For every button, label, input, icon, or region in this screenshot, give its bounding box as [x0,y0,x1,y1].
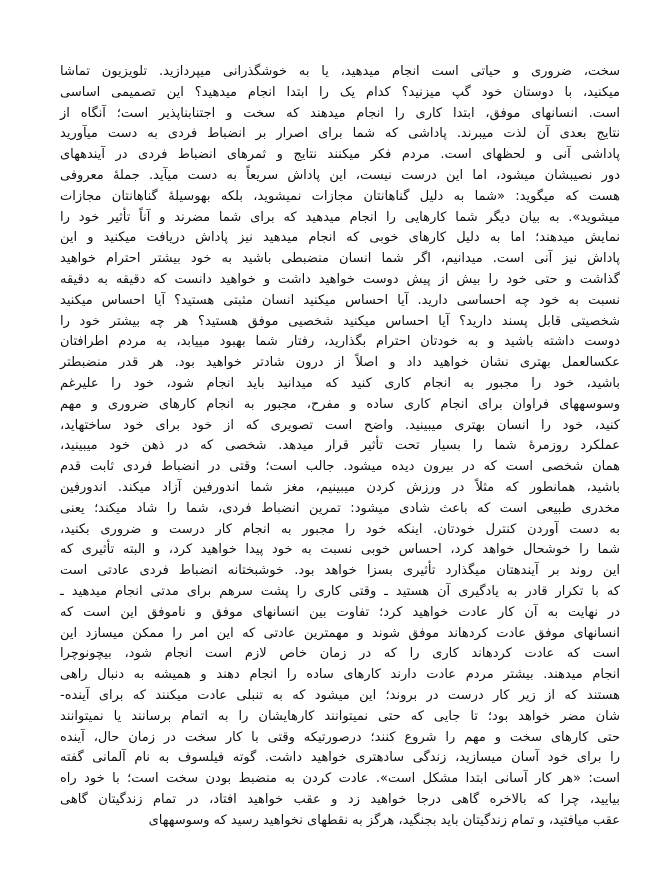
text-line: است. انسانهای موفق، ابتدا کاری را انجام میدهند که سخت و اجتنابناپذیر است؛ آنگاه از [60,105,620,121]
text-line: پاداش نیز آنی است. میدانیم، اگر شما انسان منضبطی باشید به خود بیشتر احترام خواهید [60,251,620,267]
text-line: عملکرد روزمرهٔ شما را بسیار تحت تأثیر قرار میدهد. شخصی که در ذهن خود میبینید، [60,438,620,454]
text-line: پاداشی آنی و لحظهای است. مردم فکر میکنند نتایج و ثمرهای انضباط فردی در آیندههای [60,147,620,163]
text-line: انجام میدهند. بیشتر مردم عادت دارند کارهای ساده را انجام دهند و همیشه به دنبال راهی [60,667,620,683]
text-line: است: «هر کار آسانی ابتدا مشکل است». عادت کردن به منضبط بودن سخت است؛ با خود راه [60,771,620,787]
text-line: انسانهای موفق عادت کردهاند موفق شوند و مهمترین عادتی که این امر را ممکن میسازد این [60,625,620,641]
text-line: دوست داشته باشید و به خودتان احترام بگذارید، رفتار شما بهبود مییابد، به مردم اطرافتان [60,334,620,350]
text-line: این روند بر آیندهتان میگذارد تأثیری بسزا خواهد بود. خوشبختانه انضباط فردی عادتی است [60,563,620,579]
text-line: میشوید». به بیان دیگر شما کارهایی را انجام میدهید که برای شما مضرند و آناً تأثیر خود را [60,209,620,225]
text-line: باشید، همانطور که مثلاً در ورزش کردن میبینیم، مغز شما اندورفین آزاد میکند. اندورفین [60,479,620,495]
text-line: نتایج بعدی آن لذت میبرند. پاداشی که شما برای اصرار بر انضباط فردی به دست میآورید [60,126,620,142]
text-line: به دست آوردن کنترل خودتان. اینکه خود را مجبور به انجام کار درست و ضروری بکنید، [60,521,620,537]
text-line: در نهایت به آن کار عادت خواهید کرد؛ تفاوت بین انسانهای موفق و ناموفق این است که [60,604,620,620]
text-line: نسبت به خود چه احساسی دارید. آیا احساس میکنید انسان مثبتی هستید؟ آیا احساس میکنید [60,292,620,308]
text-line: هستند که از زیر کار درست در بروند؛ این میشود که به تنبلی عادت میکنند که برای آینده- [60,687,620,703]
text-line: هست که میگوید: «شما به دلیل گناهانتان مجازات نمیشوید، بلکه بهوسیلهٔ گناهانتان مجازات [60,188,620,204]
text-line: کنید، خود را انسان بهتری میبینید. واضح است تصویری که از خود برای خود ساختهاید، [60,417,620,433]
text-line: میکنید، با دوستان خود گپ میزنید؟ کدام یک را ابتدا انجام میدهید؟ این تصمیمی اساسی [60,84,620,100]
text-line: بیایید، چرا که بالاخره گاهی درجا خواهید زد و عقب خواهید افتاد، در تمام زندگیتان گاهی [60,791,620,807]
text-line: را برای خود آسان میسازید، زندگی سادهتری خواهید داشت. گوته فیلسوف به نام آلمانی گفته [60,750,620,766]
text-line: نمایش میدهند؛ اما به دلیل کارهای خوبی که انجام میدهید نیز پاداش دریافت میکنید و این [60,230,620,246]
text-line: شخصیتی قابل پسند دارید؟ آیا احساس میکنید شخصیی موفق هستید؟ هر چه بیشتر خود را [60,313,620,329]
text-line: شما را خوشحال خواهد کرد، احساس خوبی نسبت به خود پیدا خواهید کرد، و البته تأثیری که [60,542,620,558]
text-line: سخت، ضروری و حیاتی است انجام میدهید، یا به خوشگذرانی میپردازید. تلویزیون تماشا [60,64,620,79]
text-line: همان شخصی است که در بیرون دیده میشود. جالب است؛ وقتی در انضباط فردی ثابت قدم [60,459,620,475]
text-line: دور نصیبشان میشود، اما این درست نیست، این پاداش سریعاً به دست میآید. جملهٔ معروفی [60,167,620,183]
text-line: شان مضر خواهد بود؛ تا جایی که حتی نمیتوانند کارهایشان را به اتمام برسانند یا نمیتوانند [60,708,620,724]
text-line: است که عادت کردهاند کاری را که در زمان خاص لازم است انجام شود، بیچونوچرا [60,646,620,662]
text-line: باشید، خود را مجبور به انجام کاری کنید که میدانید باید انجام شود، خود را علیرغم [60,375,620,391]
text-line: عکسالعمل بهتری نشان خواهید داد و اصلاً از درون شادتر خواهید بود. هر قدر منضبطتر [60,355,620,371]
text-line: حتی کارهای سخت و مهم را شروع کنند؛ درصورتیکه وقتی با کار سخت در زمان حال، آینده [60,729,620,745]
text-line: عقب میافتید، و تمام زندگیتان باید بجنگید، هرگز به نقطهای نخواهید رسید که وسوسههای [148,812,620,828]
text-line: مخدری طبیعی است که باعث شادی میشود: تمرین انضباط فردی، شما را شاد میکند؛ یعنی [60,500,620,516]
text-line: که با تکرار قادر به یادگیری آن هستید ـ وقتی کاری را پشت سرهم برای مدتی انجام میدهید ـ [60,583,620,599]
document-page [60,62,620,831]
text-line: وسوسههای فراوان برای انجام کاری ساده و مفرح، مجبور به انجام کارهای ضروری و مهم [60,396,620,412]
text-line: گذاشت و حتی خود را بیش از پیش دوست خواهید داشت و خواهید دانست که دقیقه به دقیقه [60,271,620,287]
